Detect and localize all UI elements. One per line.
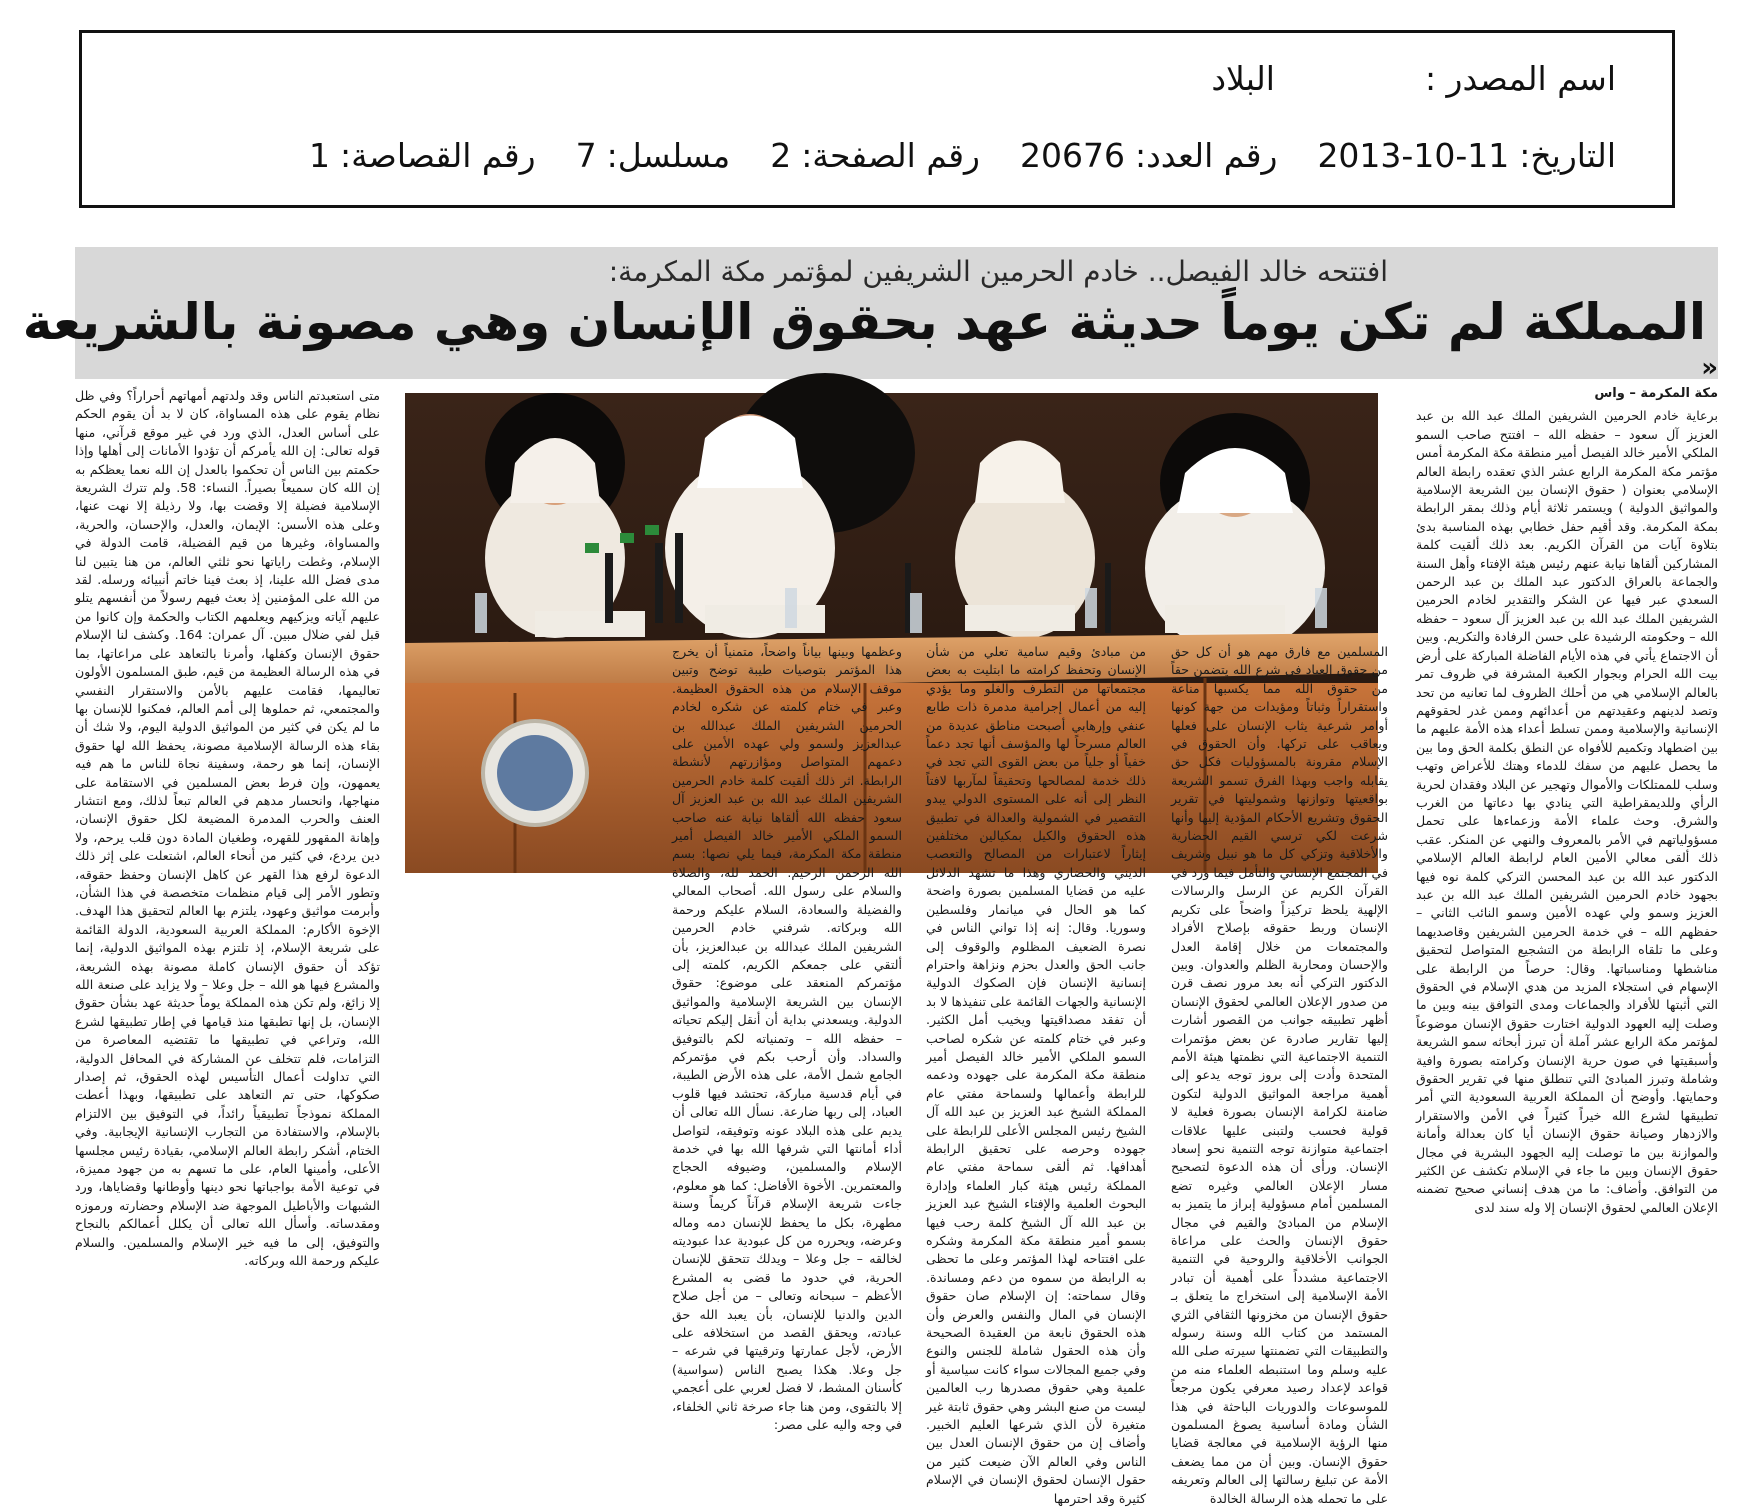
clipping-metadata-box	[79, 30, 1675, 208]
column-2-text: المسلمين مع فارق مهم هو أن كل حق من حقوق العباد في شرع الله يتضمن حقاً من حقوق الله مما يكسبها مناعة واستقراراً وثباتاً ومؤيدات من جهة كونها أوامر شرعية يثاب الإنسان على فعلها ويعاقب على تركها. وأن الحقوق في الإسلام مقرونة بالمسؤوليات فكل حق يقابله واجب وبهذا الفرق تسمو الشريعة بواقعيتها وتوازنها وشموليتها في تقرير الحقوق وتشريع الأحكام المؤدية إليها وأنها شرعت لكي ترسي القيم الحضارية والأخلاقية وتزكي كل ما هو نبيل وشريف في المجتمع الإنساني والتأمل فيما ورد في القرآن الكريم عن الرسل والرسالات الإلهية يلحظ تركيزاً واضحاً على تكريم الإنسان وربط حقوقه بإصلاح الأفراد والمجتمعات من خلال إقامة العدل والإحسان ومحاربة الظلم والعدوان. وبين الدكتور التركي أنه بعد مرور نصف قرن من صدور الإعلان العالمي لحقوق الإنسان أظهر تطبيقه جوانب من القصور أشارت إليها تقارير صادرة عن بعض مؤتمرات التنمية الاجتماعية التي نظمتها هيئة الأمم المتحدة وأدت إلى بروز توجه يدعو إلى أهمية مراجعة المواثيق الدولية لتكون ضامنة لكرامة الإنسان بصورة فعلية لا قولية فحسب ولتبنى عليها علاقات اجتماعية متوازنة توجه التنمية نحو إسعاد الإنسان. ورأى أن هذه الدعوة لتصحيح مسار الإعلان العالمي وغيره تضع المسلمين أمام مسؤولية إبراز ما يتميز به الإسلام من المبادئ والقيم في مجال حقوق الإنسان والحث على مراعاة الجوانب الأخلاقية والروحية في التنمية الاجتماعية مشدداً على أهمية أن تبادر الأمة الإسلامية إلى استخراج ما يتعلق بـ حقوق الإنسان من مخزونها الثقافي الثري المستمد من كتاب الله وسنة رسوله والتطبيقات التي تضمنتها سيرته صلى الله عليه وسلم وما استنبطه العلماء منه من قواعد لإعداد رصيد معرفي يكون مرجعاً للموسوعات والدوريات الباحثة في هذا الشأن ومادة أساسية يصوغ المسلمون منها الرؤية الإسلامية في معالجة قضايا حقوق الإنسان. وبين أن من مما يضعف الأمة عن تبليغ رسالتها إلى العالم وتعريفه على ما تحمله هذه الرسالة الخالدة	[1171, 644, 1388, 1506]
source-label: اسم المصدر :	[1424, 58, 1616, 98]
article-column-5	[75, 387, 380, 1269]
column-5-text: متى استعبدتم الناس وقد ولدتهم أمهاتهم أحراراً؟ وفي ظل نظام يقوم على هذه المساواة، كان لا بد أن يقوم الحكم على أساس العدل، الذي ورد في غير موقع قرآني، منها قوله تعالى: إن الله يأمركم أن تؤدوا الأمانات إلى أهلها وإذا حكمتم بين الناس أن تحكموا بالعدل إن الله نعما يعظكم به إن الله كان سميعاً بصيراً. النساء: 58. ولم تترك الشريعة الإسلامية فضيلة إلا وقضت بها، ولا رذيلة إلا نهت عنها، وعلى هذه الأسس: الإيمان، والعدل، والإحسان، والحرية، والمساواة، وغيرها من قيم الفضيلة، قامت الدولة في الإسلام، وغطت راياتها نحو ثلثي العالم، من هنا يتبين لنا مدى فضل الله علينا، إذ بعث فينا خاتم أنبيائه ورسله. لقد من الله على المؤمنين إذ بعث فيهم رسولاً من أنفسهم يتلو عليهم آياته ويزكيهم ويعلمهم الكتاب والحكمة وإن كانوا من قبل لفي ضلال مبين. آل عمران: 164. وكشف لنا الإسلام حقوق الإنسان وكفلها، وأمرنا بالتعاهد على مراعاتها، بما في هذه الرسالة العظيمة من قيم، طبق المسلمون الأولون تعاليمها، فقامت عليهم بالأمن والاستقرار النفسي والمجتمعي، ثم حملوها إلى أمم العالم، فمكنوا للإنسان بها ما لم يكن في كثير من المواثيق الدولية اليوم، ولا شك أن بقاء هذه الرسالة الإسلامية مصونة، يحفظ الله لها حقوق الإنسان، إنما هو رحمة، وسفينة نجاة للناس ما هم فيه يعمهون، وإن فرط بعض المسلمين في الاستقامة على منهاجها، وانحسار مدهم في العالم تبعاً لذلك، ومع انتشار العنف والحرب المدمرة المضيعة لكل حقوق الإنسان، وإهانة المقهور للقهره، وطغيان المادة دون قلب يرحم، ولا دين يردع، في كثير من أنحاء العالم، اشتعلت على إثر ذلك الدعوة لرفع هذا القهر عن كاهل الإنسان وحفظ حقوقه، وتطور الأمر إلى قيام منظمات متخصصة في هذا الشأن، وأبرمت مواثيق وعهود، يلتزم بها العالم لتحقيق هذا الهدف. الإخوة الأكارم: المملكة العربية السعودية، الدولة القائمة على شريعة الإسلام، إذ تلتزم بهذه المواثيق الدولية، إنما تؤكد أن حقوق الإنسان كاملة مصونة بهذه الشريعة، والمشرع فيها هو الله – جل وعلا – ولا يزايد على صنعة الله إلا زائغ، ولم تكن هذه المملكة يوماً حديثة عهد بشأن حقوق الإنسان، بل إنها تطبقها منذ قيامها في إطار تطبيقها لشرع الله، وتراعي في تطبيقها ما تقتضيه المعاصرة من التزامات، فلم تتخلف عن المشاركة في المحافل الدولية، التي تداولت أعمال التأسيس لهذه الحقوق، ثم إصدار صكوكها، حتى تم التعاهد على تطبيقها، وبهذا أعطت المملكة نموذجاً تطبيقياً رائداً، في التوفيق بين الالتزام بالإسلام، والاستفادة من التجارب الإنسانية الإيجابية. وفي الختام، أشكر رابطة العالم الإسلامي، بقيادة رئيس مجلسها الأعلى، وأمينها العام، على ما تسهم به من جهود مميزة، في توعية الأمة بواجباتها نحو دينها وأوطانها وقضاياها، ورد الشبهات والأباطيل الموجهة ضد الإسلام وحضارته ورموزه ومقدساته. وأسأل الله تعالى أن يكلل أعمالكم بالنجاح والتوفيق، إلى ما فيه خير الإسلام والمسلمين. والسلام عليكم ورحمة الله وبركاته.	[75, 388, 380, 1269]
quote-mark: «	[1701, 353, 1718, 383]
issue-details-line	[309, 128, 1616, 183]
clip-field	[309, 136, 536, 175]
date-value: 2013-10-11	[1317, 136, 1510, 175]
article-dateline: مكة المكرمة – واس	[1594, 386, 1718, 401]
page-field	[770, 136, 980, 175]
clip-label: رقم القصاصة:	[340, 136, 536, 175]
serial-value: 7	[575, 136, 597, 175]
headline-band	[22, 247, 1718, 383]
article-column-2	[1171, 643, 1388, 1506]
issue-value: 20676	[1020, 136, 1125, 175]
date-field	[1317, 136, 1616, 175]
clip-value: 1	[309, 136, 330, 175]
issue-field	[1020, 136, 1277, 175]
column-4-text: وعظمها وبينها بياناً واضحاً، متمنياً أن يخرج هذا المؤتمر بتوصيات طيبة توضح وتبين موقف الإسلام من هذه الحقوق العظيمة. وعبر في ختام كلمته عن شكره لخادم الحرمين الشريفين الملك عبدالله بن عبدالعزيز ولسمو ولي عهده الأمين على دعمهم المتواصل ومؤازرتهم لأنشطة الرابطة. اثر ذلك ألقيت كلمة خادم الحرمين الشريفين الملك عبد الله بن عبد العزيز آل سعود حفظه الله ألقاها نيابة عنه صاحب السمو الملكي الأمير خالد الفيصل أمير منطقة مكة المكرمة، فيما يلي نصها: بسم الله الرحمن الرحيم. الحمد لله، والصلاة والسلام على رسول الله. أصحاب المعالي والفضيلة والسعادة، السلام عليكم ورحمة الله وبركاته. شرفني خادم الحرمين الشريفين الملك عبدالله بن عبدالعزيز، بأن ألتقي على جمعكم الكريم، كلمته إلى مؤتمركم المنعقد على موضوع: حقوق الإنسان بين الشريعة الإسلامية والمواثيق الدولية. ويسعدني بداية أن أنقل إليكم تحياته – حفظه الله – وتمنياته لكم بالتوفيق والسداد. وأن أرحب بكم في مؤتمركم الجامع شمل الأمة، على هذه الأرض الطيبة، في أيام قدسية مباركة، تحتشد فيها قلوب العباد، إلى ربها ضارعة. نسأل الله تعالى أن يديم على هذه البلاد عونه وتوفيقه، لتواصل أداء أمانتها التي شرفها الله بها في خدمة الإسلام والمسلمين، وضيوفه الحجاج والمعتمرين. الأخوة الأفاضل: كما هو معلوم، جاءت شريعة الإسلام قرآناً كريماً وسنة مطهرة، بكل ما يحفظ للإنسان دمه وماله وعرضه، ويحرره من كل عبودية عدا عبوديته لخالقه – جل وعلا – ويدلك تتحقق للإنسان الحرية، في حدود ما قضى به المشرع الأعظم – سبحانه وتعالى – من أجل صلاح الدين والدنيا للإنسان، بأن يعبد الله حق عبادته، ويحقق القصد من استخلافه على الأرض، لأجل عمارتها وترقيتها في شرعه – جل وعلا. هكذا يصبح الناس (سواسية) كأسنان المشط، لا فضل لعربي على أعجمي إلا بالتقوى، ومن هنا جاء صرخة ثاني الخلفاء، في وجه واليه على مصر:	[672, 644, 902, 1433]
article-column-4	[672, 643, 902, 1433]
issue-label: رقم العدد:	[1134, 136, 1278, 175]
article-headline: المملكة لم تكن يوماً حديثة عهد بحقوق الإنسان وهي مصونة بالشريعة	[22, 293, 1706, 351]
article-kicker: افتتحه خالد الفيصل.. خادم الحرمين الشريفين لمؤتمر مكة المكرمة:	[608, 255, 1388, 288]
serial-field	[576, 136, 731, 175]
news-article	[22, 247, 1718, 1506]
page-value: 2	[770, 136, 792, 175]
article-column-3	[926, 643, 1146, 1506]
column-3-text: من مبادئ وقيم سامية تعلي من شأن الإنسان وتحفظ كرامته ما ابتليت به بعض مجتمعاتها من التطرف والغلو وما يؤدي إليه من أعمال إجرامية مدمرة ذات طابع عنفي وإرهابي أصبحت مناطق عديدة من العالم مسرحاً لها والمؤسف أنها تجد دعماً خفياً أو جلياً من بعض القوى التي تجد في ذلك خدمة لمصالحها وتحقيقاً لمآربها لافتاً النظر إلى أنه على المستوى الدولي يبدو التقصير في الشمولية والعدالة في تطبيق هذه الحقوق والكيل بمكيالين مختلفين إيثاراً لاعتبارات من المصالح والتعصب الديني والحضاري وهذا ما تشهد الدلائل عليه من قضايا المسلمين بصورة واضحة كما هو الحال في ميانمار وفلسطين وسوريا. وقال: إنه إذا تواني الناس في نصرة الضعيف المظلوم والوقوف إلى جانب الحق والعدل بحزم ونزاهة واحترام إنسانية الإنسان فإن الصكوك الدولية الإنسانية والجهات القائمة على تنفيذها لا بد أن تفقد مصداقيتها ويخيب أمل الكثير. وعبر في ختام كلمته عن شكره لصاحب السمو الملكي الأمير خالد الفيصل أمير منطقة مكة المكرمة على جهوده ودعمه للرابطة وأعمالها ولسماحة مفتي عام المملكة الشيخ عبد العزيز بن عبد الله آل الشيخ رئيس المجلس الأعلى للرابطة على جهوده وحرصه على تحقيق الرابطة أهدافها. ثم ألقى سماحة مفتي عام المملكة رئيس هيئة كبار العلماء وإدارة البحوث العلمية والإفتاء الشيخ عبد العزيز بن عبد الله آل الشيخ كلمة رحب فيها بسمو أمير منطقة مكة المكرمة وشكره على افتتاحه لهذا المؤتمر وعلى ما تحظى به الرابطة من سموه من دعم ومساندة. وقال سماحته: إن الإسلام صان حقوق الإنسان في المال والنفس والعرض وأن هذه الحقوق نابعة من العقيدة الصحيحة وأن هذه الحقول شاملة للجنس والنوع وفي جميع المجالات سواء كانت سياسية أو علمية وهي حقوق مصدرها رب العالمين ليست من صنع البشر وهي حقوق ثابتة غير متغيرة لأن الذي شرعها العليم الخبير. وأضاف إن من حقوق الإنسان العدل بين الناس وفي العالم الآن ضيعت كثير من حقول الإنسان لحقوق الإنسان في الإسلام كثيرة وقد احترمها	[926, 644, 1146, 1506]
page-label: رقم الصفحة:	[801, 136, 980, 175]
date-label: التاريخ:	[1519, 136, 1616, 175]
column-1-text: برعاية خادم الحرمين الشريفين الملك عبد الله بن عبد العزيز آل سعود – حفظه الله – افتتح صاحب السمو الملكي الأمير خالد الفيصل أمير منطقة مكة المكرمة أمس مؤتمر مكة المكرمة الرابع عشر الذي تعقده رابطة العالم الإسلامي بعنوان ( حقوق الإنسان بين الشريعة الإسلامية والمواثيق الدولية ) ويستمر ثلاثة أيام وذلك بمقر الرابطة بمكة المكرمة. وقد أقيم حفل خطابي بهذه المناسبة بدئ بتلاوة آيات من القرآن الكريم. بعد ذلك ألقيت كلمة المشاركين ألقاها نيابة عنهم رئيس هيئة الإفتاء وأهل السنة والجماعة بالعراق الدكتور عبد الملك بن عبد الرحمن السعدي عبر فيها عن الشكر والتقدير لخادم الحرمين الشريفين الملك عبد الله بن عبد العزيز آل سعود – حفظه الله – وحكومته الرشيدة على حسن الرفادة والتكريم. وبين أن الاجتماع يأتي في هذه الأيام الفاضلة المباركة على أرض بيت الله الحرام وبجوار الكعبة المشرفة في ظروف تمر بالعالم الإسلامي هي من أحلك الظروف لما تعانيه من تحد وتصد لدينهم وعقيدتهم من أعدائهم وممن غدر لحقوقهم الإنسانية والإسلامية وممن تسلط أعداء هذه الأمة عليهم ما بين اضطهاد وتكميم للأفواه عن النطق بكلمة الحق وما بين ما يحصل عليهم من سفك للدماء وهتك للأعراض وتهب وسلب للممتلكات والأموال وتهجير عن البلاد وفقدان لحرية الرأي وللديمقراطية التي ينادي بها دعاتها من الغرب والشرق. وحث علماء الأمة وزعماءها على تحمل مسؤولياتهم في الأمر بالمعروف والنهي عن المنكر. عقب ذلك ألقى معالي الأمين العام لرابطة العالم الإسلامي الدكتور عبد الله بن عبد المحسن التركي كلمة نوه فيها بجهود خادم الحرمين الشريفين الملك عبد الله بن عبد العزيز وسمو ولي عهده الأمين وسمو النائب الثاني – حفظهم الله – في خدمة الحرمين الشريفين وقاصديهما وعلى ما تلقاه الرابطة من التشجيع المتواصل لتحقيق مناشطها ومناسباتها. وقال: حرصاً من الرابطة على الإسهام في استجلاء المزيد من هدي الإسلام في الحقوق التي أثبتها للأفراد والجماعات ومدى التوافق بينه وبين ما وصلت إليه العهود الدولية اختارت حقوق الإنسان موضوعاً لمؤتمر مكة الرابع عشر آملة أن تبرز أبحاثه سمو الشريعة وأسبقيتها في صون حرية الإنسان وكرامته بصورة وافية وشاملة وتبرز المبادئ التي تنطلق منها في تقرير الحقوق وحمايتها. وأوضح أن المملكة العربية السعودية التي أمر تطبيقها لشرع الله خيراً كثيراً في الأمن والاستقرار والازدهار وصيانة حقوق الإنسان أيا كان بعدالة وأمانة والموازنة بين ما توصلت إليه الجهود البشرية في مجال حقوق الإنسان وبين ما جاء في الإسلام تكشف عن الكثير من التوافق. وأضاف: ما من هدف إنساني صحيح تضمنه الإعلان العالمي لحقوق الإنسان إلا وله سند لدى	[1416, 408, 1718, 1215]
article-column-1	[1416, 353, 1718, 1245]
source-line	[1211, 53, 1616, 103]
serial-label: مسلسل:	[606, 136, 731, 175]
source-value: البلاد	[1211, 58, 1275, 98]
